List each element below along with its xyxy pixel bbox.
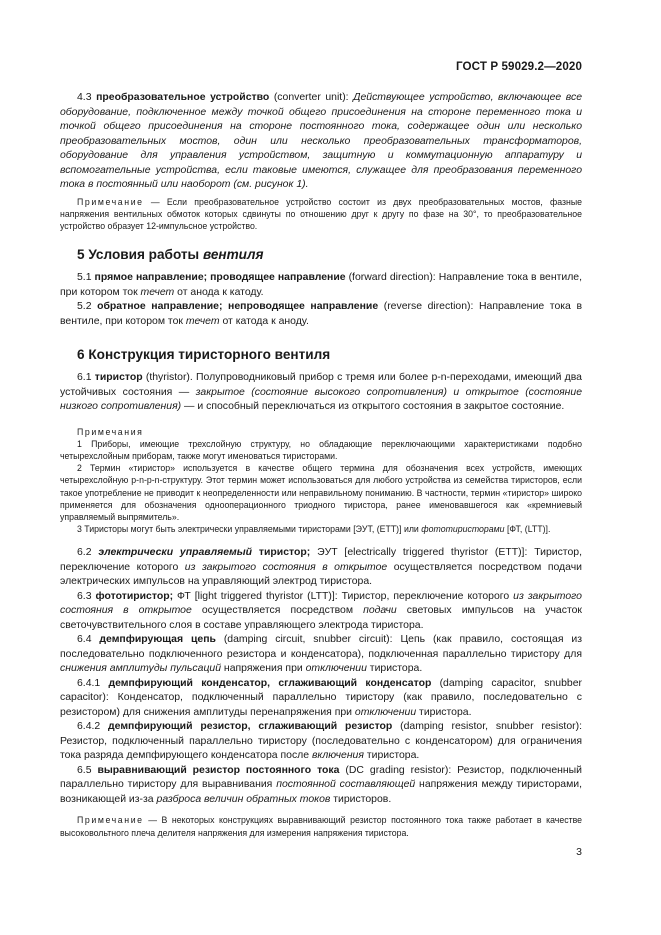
note-label: Примечание: [77, 815, 144, 826]
document-body: [60, 91, 582, 839]
term: преобразовательное устройство: [96, 92, 270, 103]
term: прямое направление; проводящее направление: [94, 272, 346, 284]
section-6-title: 6 Конструкция тиристорного вентиля: [77, 347, 331, 363]
clause-6-5: 6.5 выравнивающий резистор постоянного тока (DC grading resistor): Резистор, подключенный параллельно тиристору для выравнивания постоянной составляющей напряжения между тиристорами, возникающей из-за разброса величин обратных токов тиристоров.: [60, 764, 582, 805]
term-italic: электрически управляемый: [98, 547, 253, 559]
clause-6-2: 6.2 электрически управляемый тиристор; ЭУТ [electrically triggered thyristor (ETT)]: Тиристор, переключение которого из закрытого состояния в открытое осуществляется посредством подачи электрических импульсов на управляющий электрод тиристора.: [60, 547, 582, 588]
clause-5-2: 5.2 обратное направление; непроводящее направление (reverse direction): Направление тока в вентиле, при котором ток течет от катода к аноду.: [60, 301, 582, 327]
note-6-5: Примечание — В некоторых конструкциях выравнивающий резистор постоянного тока также работает в качестве высоковольтного плеча делителя напряжения для измерения напряжения тиристора.: [60, 815, 582, 838]
clause-6-4-1: 6.4.1 демпфирующий конденсатор, сглаживающий конденсатор (damping capacitor, snubber capacitor): Конденсатор, подключенный параллельно тиристору (как правило, последовательно с резистором) для снижения амплитуды перенапряжения при отключении тиристора.: [60, 677, 582, 718]
definition: Действующее устройство, включающее все оборудование, подключенное между точкой общего присоединения на стороне переменного тока и точкой общего присоединения на стороне постоянного тока, содержащее один или несколько преобразовательных мостов, один или несколько преобразовательных трансформаторов, оборудование для управления устройством, защитную и коммутационную аппаратуру и вспомогательные устройства, если таковые имеются, служащее для преобразования переменного тока в постоянный или наоборот (см. рисунок 1).: [60, 92, 583, 190]
notes-label: Примечания: [77, 426, 144, 437]
term: фототиристор;: [95, 590, 174, 602]
document-header: ГОСТ Р 59029.2—2020: [456, 60, 582, 73]
term: демпфирующая цепь: [99, 634, 216, 646]
clause-5-1: 5.1 прямое направление; проводящее направление (forward direction): Направление тока в вентиле, при котором ток течет от анода к катоду.: [60, 272, 582, 298]
section-5-title: 5 Условия работы вентиля: [77, 247, 264, 263]
term: тиристор: [94, 372, 143, 384]
note-1: 1 Приборы, имеющие трехслойную структуру, но обладающие переключающими характеристиками подобно четырехслойным приборам, также могут именоваться тиристорами.: [60, 438, 582, 462]
clause-6-1: 6.1 тиристор (thyristor). Полупроводниковый прибор с тремя или более p-n-переходами, имеющий два устойчивых состояния — закрытое (состояние высокого сопротивления) и открытое (состояние низкого сопротивления) — и способный переключаться из открытого состояния в закрытое состояние.: [60, 372, 583, 413]
term: выравнивающий резистор постоянного тока: [97, 764, 340, 776]
note-3: 3 Тиристоры могут быть электрически управляемыми тиристорами [ЭУТ, (ETT)] или фототиристорами [ФТ, (LTT)].: [77, 524, 551, 535]
clause-6-4: 6.4 демпфирующая цепь (damping circuit, snubber circuit): Цепь (как правило, состоящая из последовательно подключенного резистора и конденсатора), подключенная параллельно тиристору для снижения амплитуды пульсаций напряжения при отключении тиристора.: [60, 634, 582, 675]
term: обратное направление; непроводящее направление: [97, 301, 379, 313]
note-4-3: Примечание — Если преобразовательное устройство состоит из двух преобразовательных мостов, фазные напряжения вентильных обмоток которых сдвинуты по отношению друг к другу по фазе на 30°, то преобразовательное устройство образует 12-импульсное устройство.: [60, 196, 582, 231]
page-number: 3: [576, 846, 582, 858]
term: демпфирующий резистор, сглаживающий резистор: [108, 721, 393, 733]
term: демпфирующий конденсатор, сглаживающий конденсатор: [108, 677, 432, 689]
clause-6-4-2: 6.4.2 демпфирующий резистор, сглаживающий резистор (damping resistor, snubber resistor): Резистор, подключенный параллельно тиристору (последовательно с конденсатором) для ограничения тока разряда демпфирующего конденсатора после включения тиристора.: [60, 721, 582, 762]
note-2: 2 Термин «тиристор» используется в качестве общего термина для обозначения всех устройств, имеющих четырехслойную p-n-p-n-структуру. Этот термин может использоваться для любого устройства из семейства тиристоров, если такое употребление не приводит к неопределенности или неправильному пониманию. В частности, термин «тиристор» широко применяется для обозначения однооперационного триодного тиристора, ранее именовавшегося как «кремниевый управляемый выпрямитель».: [60, 463, 582, 523]
clause-4-3: 4.3 преобразовательное устройство (converter unit): Действующее устройство, включающее все оборудование, подключенное между точкой общего присоединения на стороне переменного тока и точкой общего присоединения на стороне постоянного тока, содержащее один или несколько преобразовательных мостов, один или несколько преобразовательных трансформаторов, оборудование для управления устройством, защитную и коммутационную аппаратуру и вспомогательные устройства, если таковые имеются, служащее для преобразования переменного тока в постоянный или наоборот (см. рисунок 1).: [60, 92, 583, 190]
note-label: Примечание: [77, 196, 144, 207]
clause-6-3: 6.3 фототиристор; ФТ [light triggered thyristor (LTT)]: Тиристор, переключение которого из закрытого состояния в открытое осуществляется посредством подачи световых импульсов на участок светочувствительного слоя в составе управляющего электрода тиристора.: [60, 590, 582, 631]
